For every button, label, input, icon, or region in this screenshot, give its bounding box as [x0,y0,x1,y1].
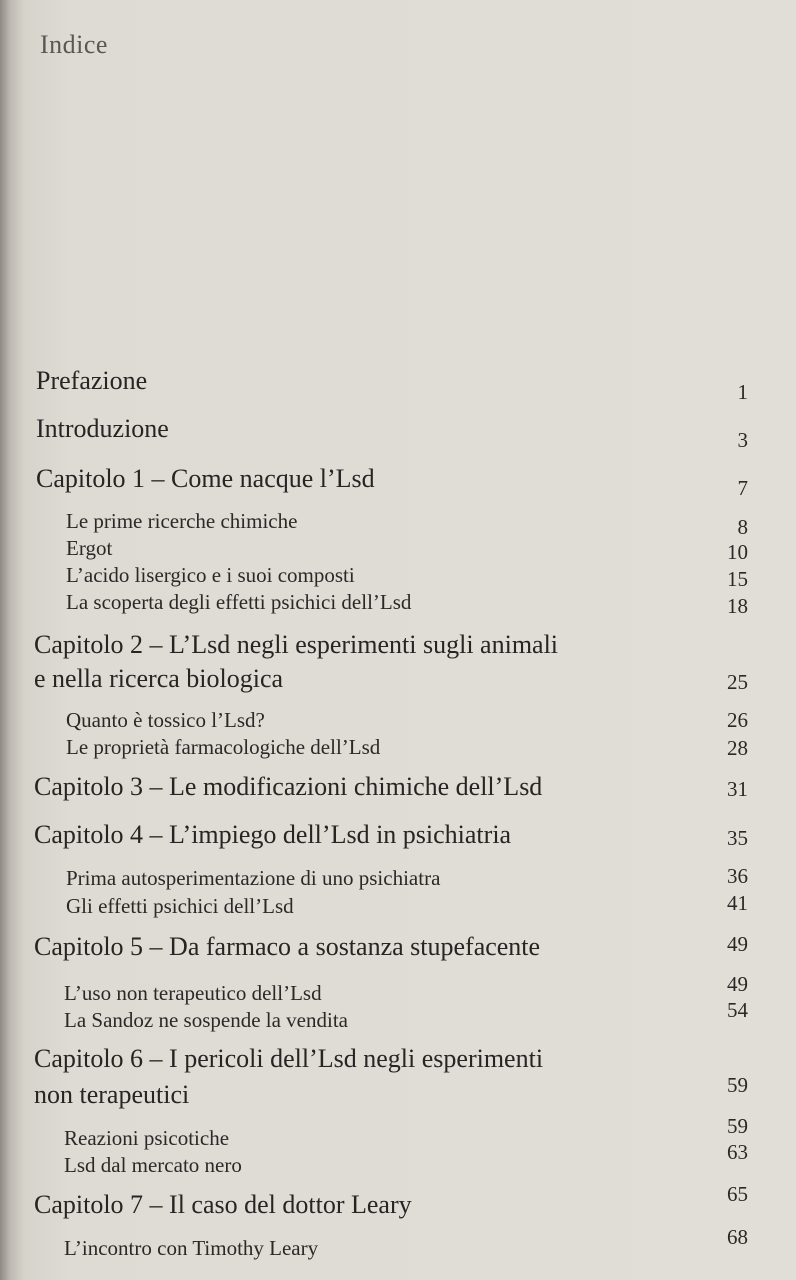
toc-page-number: 68 [727,1225,748,1249]
toc-entry-title: Capitolo 3 – Le modificazioni chimiche dell’Lsd [34,772,543,801]
toc-page-number: 15 [727,567,748,591]
toc-subentry-title: Prima autosperimentazione di uno psichiatra [66,866,441,890]
toc-subentry-title: Ergot [66,536,113,560]
toc-page-number: 35 [727,826,748,850]
toc-subentry-title: L’acido lisergico e i suoi composti [66,563,355,587]
toc-entry-title: Capitolo 2 – L’Lsd negli esperimenti sugli animali [34,630,559,659]
page-title: Indice [40,30,108,59]
toc-entry-title: Capitolo 1 – Come nacque l’Lsd [36,464,375,493]
toc-entry-title-continued: e nella ricerca biologica [34,664,284,693]
toc-page-number: 26 [727,708,748,732]
toc-page-number: 8 [737,515,748,539]
toc-subentry-title: Le prime ricerche chimiche [66,509,298,533]
toc-page-number: 41 [727,891,748,915]
toc-subentry-title: Gli effetti psichici dell’Lsd [66,894,294,918]
toc-subentry-title: Le proprietà farmacologiche dell’Lsd [66,735,381,759]
toc-entry-title: Capitolo 4 – L’impiego dell’Lsd in psichiatria [34,820,512,849]
toc-page-number: 59 [727,1073,748,1097]
toc-page-number: 36 [727,864,748,888]
toc-subentry-title: La scoperta degli effetti psichici dell’Lsd [66,590,412,614]
toc-page-number: 7 [737,476,748,500]
toc-page-number: 3 [737,428,748,452]
toc-page-number: 31 [727,777,748,801]
toc-subentry-title: Quanto è tossico l’Lsd? [66,708,265,732]
toc-entry-title: Capitolo 7 – Il caso del dottor Leary [34,1190,412,1219]
toc-entry-title: Capitolo 6 – I pericoli dell’Lsd negli esperimenti [34,1044,544,1073]
toc-entry-title: Introduzione [36,414,169,443]
toc-page-number: 49 [727,932,748,956]
toc-page-number: 10 [727,540,748,564]
toc-subentry-title: La Sandoz ne sospende la vendita [64,1008,348,1032]
toc-subentry-title: L’incontro con Timothy Leary [64,1236,319,1260]
toc-entry-title: Prefazione [36,366,148,395]
toc-page-number: 28 [727,736,748,760]
toc-page-number: 1 [737,380,748,404]
toc-entry-title-continued: non terapeutici [34,1080,190,1109]
toc-page-number: 63 [727,1140,748,1164]
toc-subentry-title: Lsd dal mercato nero [64,1153,242,1177]
toc-subentry-title: Reazioni psicotiche [64,1126,230,1150]
toc-page-number: 18 [727,594,748,618]
toc-page-number: 65 [727,1182,748,1206]
toc-page-number: 49 [727,972,748,996]
toc-page-number: 54 [727,998,748,1022]
toc-entry-title: Capitolo 5 – Da farmaco a sostanza stupefacente [34,932,541,961]
toc-page-number: 59 [727,1114,748,1138]
toc-page-number: 25 [727,670,748,694]
toc-subentry-title: L’uso non terapeutico dell’Lsd [64,981,322,1005]
